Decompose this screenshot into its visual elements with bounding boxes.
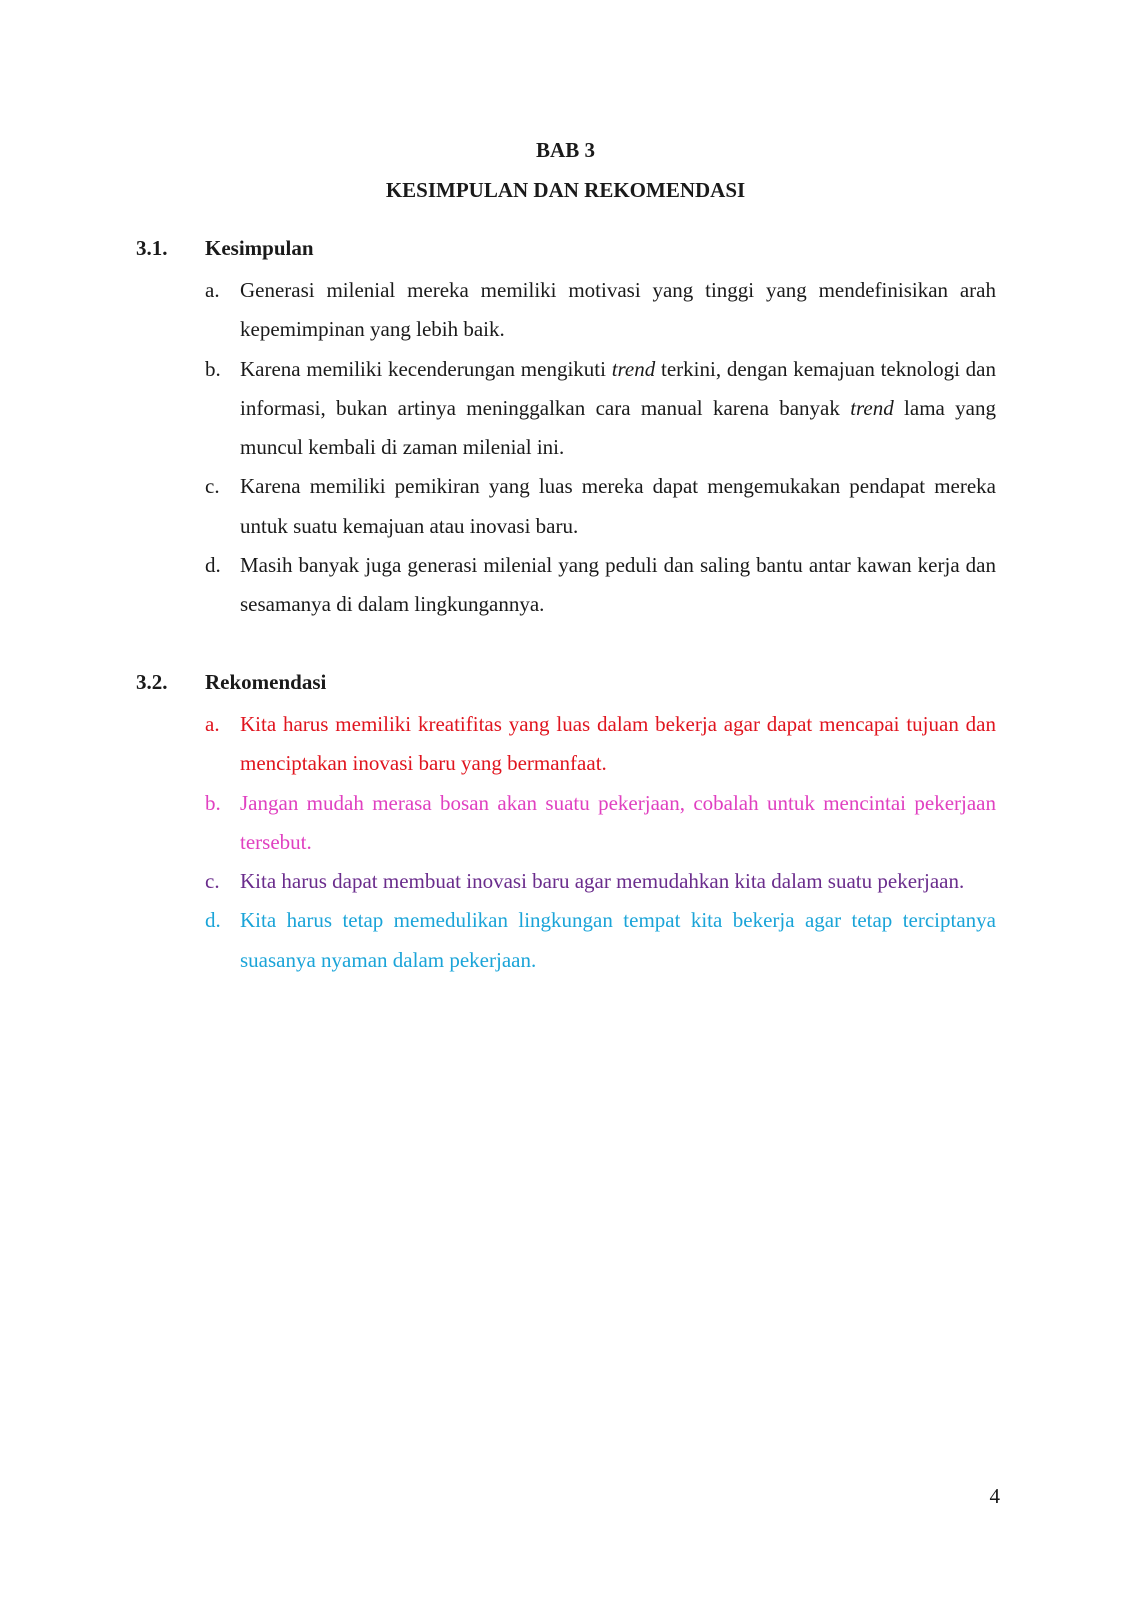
list-item-text: Kita harus memiliki kreatifitas yang luas dalam bekerja agar dapat mencapai tujuan dan menciptakan inovasi baru yang bermanfaat. bbox=[240, 712, 996, 776]
kesimpulan-list bbox=[205, 271, 996, 625]
section-number: 3.1. bbox=[136, 236, 168, 260]
italic-term: trend bbox=[611, 356, 656, 381]
rekomendasi-list bbox=[205, 705, 996, 980]
page-number: 4 bbox=[989, 1484, 1000, 1508]
list-item-text: Kita harus tetap memedulikan lingkungan tempat kita bekerja agar tetap terciptanya suasanya nyaman dalam pekerjaan. bbox=[240, 908, 996, 972]
list-item-text: Jangan mudah merasa bosan akan suatu pekerjaan, cobalah untuk mencintai pekerjaan tersebut. bbox=[240, 790, 996, 854]
list-item bbox=[205, 784, 996, 863]
list-item bbox=[205, 350, 996, 468]
list-item-text: Kita harus dapat membuat inovasi baru agar memudahkan kita dalam suatu pekerjaan. bbox=[240, 869, 965, 894]
list-item-text: Karena memiliki kecenderungan mengikuti trend terkini, dengan kemajuan teknologi dan informasi, bukan artinya meninggalkan cara manual karena banyak trend lama yang muncul kembali di zaman milenial ini. bbox=[240, 356, 997, 460]
italic-term: trend bbox=[850, 395, 894, 420]
list-item bbox=[205, 467, 996, 546]
list-marker: a. bbox=[205, 278, 220, 302]
list-marker: c. bbox=[205, 869, 220, 894]
section-title: Kesimpulan bbox=[205, 236, 314, 260]
section-title: Rekomendasi bbox=[205, 670, 327, 694]
list-item bbox=[205, 901, 996, 980]
section-number: 3.2. bbox=[136, 670, 168, 694]
list-item-text: Karena memiliki pemikiran yang luas mereka dapat mengemukakan pendapat mereka untuk suatu kemajuan atau inovasi baru. bbox=[240, 474, 996, 538]
list-item bbox=[205, 271, 996, 350]
list-marker: d. bbox=[205, 553, 221, 578]
list-marker: a. bbox=[205, 712, 220, 736]
list-item bbox=[205, 705, 996, 784]
list-marker: b. bbox=[205, 356, 221, 381]
list-item bbox=[205, 862, 996, 901]
list-item bbox=[205, 546, 996, 625]
list-marker: c. bbox=[205, 474, 220, 499]
list-item-text: Generasi milenial mereka memiliki motivasi yang tinggi yang mendefinisikan arah kepemimpinan yang lebih baik. bbox=[240, 278, 996, 342]
list-item-text: Masih banyak juga generasi milenial yang peduli dan saling bantu antar kawan kerja dan sesamanya di dalam lingkungannya. bbox=[240, 553, 996, 617]
list-marker: d. bbox=[205, 908, 221, 933]
chapter-number: BAB 3 bbox=[536, 138, 595, 162]
chapter-title: KESIMPULAN DAN REKOMENDASI bbox=[385, 178, 746, 202]
list-marker: b. bbox=[205, 790, 221, 815]
